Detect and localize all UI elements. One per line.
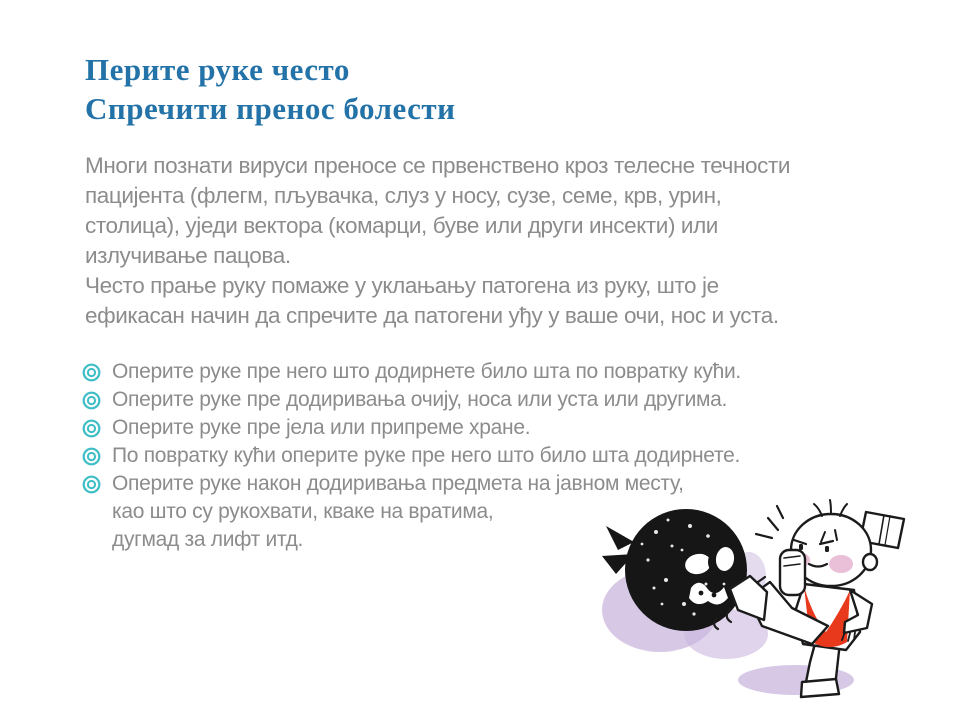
list-item	[82, 358, 882, 386]
bullseye-bullet-icon	[82, 446, 101, 465]
paragraph-line: Често прање руку помаже у уклањању патогена из руку, што је	[85, 273, 719, 298]
bullseye-bullet-icon	[82, 390, 101, 409]
paragraph-line: столица), уједи вектора (комарци, буве или други инсекти) или	[85, 213, 718, 238]
bullseye-bullet-icon	[82, 474, 101, 493]
bullseye-bullet-icon	[82, 362, 101, 381]
baby	[730, 500, 904, 697]
baby-kicking-germ-illustration	[598, 492, 950, 714]
illustration-svg	[598, 492, 950, 714]
list-item-text: Оперите руке пре додиривања очију, носа или уста или другима.	[112, 388, 728, 411]
ear	[863, 554, 877, 570]
title-line-2: Спречити пренос болести	[85, 91, 456, 126]
paragraph-line: ефикасан начин да спречите да патогени уђу у ваше очи, нос и уста.	[85, 303, 779, 328]
bullseye-bullet-icon	[82, 418, 101, 437]
list-item	[82, 414, 882, 442]
paragraph-line: Многи познати вируси преносе се првенствено кроз телесне течности	[85, 153, 791, 178]
intro-paragraph	[85, 151, 895, 331]
paragraph-line: пацијента (флегм, пљувачка, слуз у носу, сузе, семе, крв, урин,	[85, 183, 722, 208]
list-item	[82, 386, 882, 414]
cheek	[829, 555, 853, 573]
list-item-text: Оперите руке пре него што додирнете било шта по повратку кући.	[112, 360, 741, 383]
page-title	[85, 50, 455, 128]
list-item	[82, 442, 882, 470]
list-item-text: Оперите руке пре јела или припреме хране.	[112, 416, 531, 439]
list-item-text: По повратку кући оперите руке пре него што било шта додирнете.	[112, 444, 740, 467]
list-item-text: Оперите руке након додиривања предмета на јавном месту, као што су рукохвати, кваке на вратима, дугмад за лифт итд.	[112, 472, 684, 551]
title-line-1: Перите руке често	[85, 52, 350, 87]
motion-lines	[756, 506, 783, 538]
paragraph-line: излучивање пацова.	[85, 243, 291, 268]
shoe	[801, 679, 839, 697]
